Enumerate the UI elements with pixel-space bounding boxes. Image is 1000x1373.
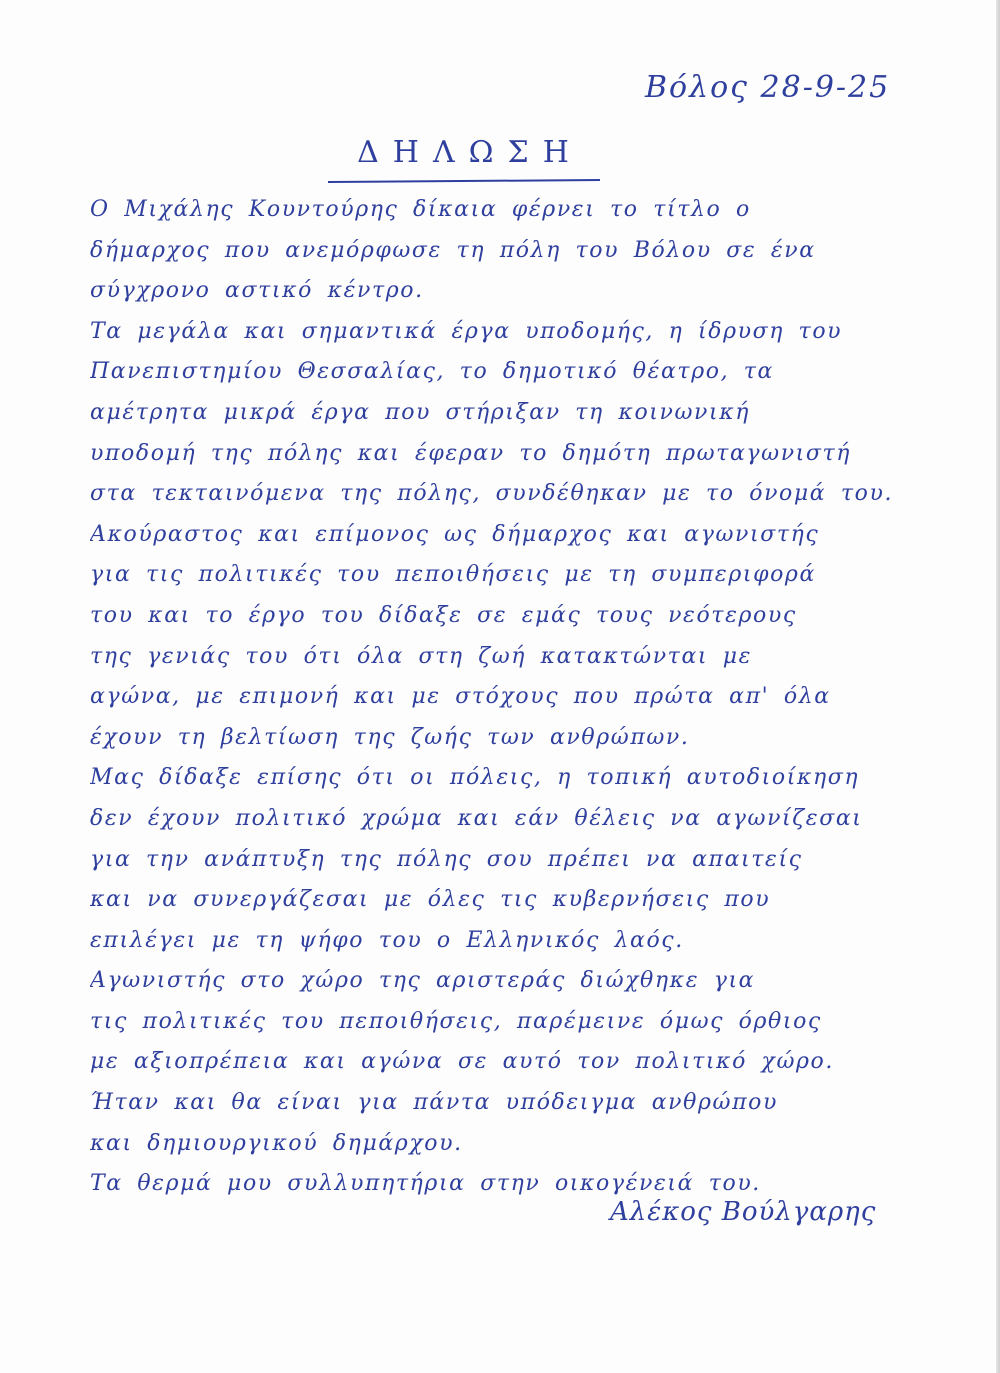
text-line: Μας δίδαξε επίσης ότι οι πόλεις, η τοπική αυτοδιοίκηση	[90, 765, 860, 791]
text-line: της γενιάς του ότι όλα στη ζωή κατακτώνται με	[90, 643, 753, 669]
text-line: Ακούραστος και επίμονος ως δήμαρχος και αγωνιστής	[90, 521, 820, 547]
text-line: του και το έργο του δίδαξε σε εμάς τους νεότερους	[90, 602, 797, 628]
text-line: επιλέγει με τη ψήφο του ο Ελληνικός λαός.	[90, 927, 684, 953]
text-line: έχουν τη βελτίωση της ζωής των ανθρώπων.	[90, 724, 690, 750]
text-line: Τα θερμά μου συλλυπητήρια στην οικογένειά του.	[90, 1171, 761, 1197]
text-line: αγώνα, με επιμονή και με στόχους που πρώτα απ' όλα	[90, 684, 831, 710]
text-line: σύγχρονο αστικό κέντρο.	[90, 278, 424, 304]
text-line: τις πολιτικές του πεποιθήσεις, παρέμεινε όμως όρθιος	[90, 1008, 822, 1034]
text-line: και δημιουργικού δημάρχου.	[90, 1130, 463, 1156]
title-underline	[328, 179, 600, 183]
text-line: στα τεκταινόμενα της πόλης, συνδέθηκαν με το όνομά του.	[90, 481, 894, 507]
paper-edge-shadow	[996, 0, 1000, 1373]
document-title: ΔΗΛΩΣΗ	[357, 135, 583, 170]
letter-body	[90, 190, 970, 1205]
signature: Αλέκος Βούλγαρης	[610, 1197, 877, 1227]
text-line: υποδομή της πόλης και έφεραν το δημότη πρωταγωνιστή	[90, 440, 852, 466]
text-line: Πανεπιστημίου Θεσσαλίας, το δημοτικό θέατρο, τα	[90, 359, 774, 385]
text-line: και να συνεργάζεσαι με όλες τις κυβερνήσεις που	[90, 887, 771, 913]
text-line: Τα μεγάλα και σημαντικά έργα υποδομής, η ίδρυση του	[90, 318, 843, 344]
place-and-date: Βόλος 28-9-25	[645, 70, 891, 105]
text-line: Ήταν και θα είναι για πάντα υπόδειγμα ανθρώπου	[90, 1090, 778, 1116]
text-line: δεν έχουν πολιτικό χρώμα και εάν θέλεις να αγωνίζεσαι	[90, 805, 863, 831]
text-line: αμέτρητα μικρά έργα που στήριξαν τη κοινωνική	[90, 399, 751, 425]
text-line: με αξιοπρέπεια και αγώνα σε αυτό τον πολιτικό χώρο.	[90, 1049, 834, 1075]
text-line: Αγωνιστής στο χώρο της αριστεράς διώχθηκε για	[90, 968, 756, 994]
text-line: για τις πολιτικές του πεποιθήσεις με τη συμπεριφορά	[90, 562, 816, 588]
text-line: για την ανάπτυξη της πόλης σου πρέπει να απαιτείς	[90, 846, 803, 872]
text-line: δήμαρχος που ανεμόρφωσε τη πόλη του Βόλου σε ένα	[90, 237, 816, 263]
text-line: Ο Μιχάλης Κουντούρης δίκαια φέρνει το τίτλο ο	[90, 197, 751, 222]
